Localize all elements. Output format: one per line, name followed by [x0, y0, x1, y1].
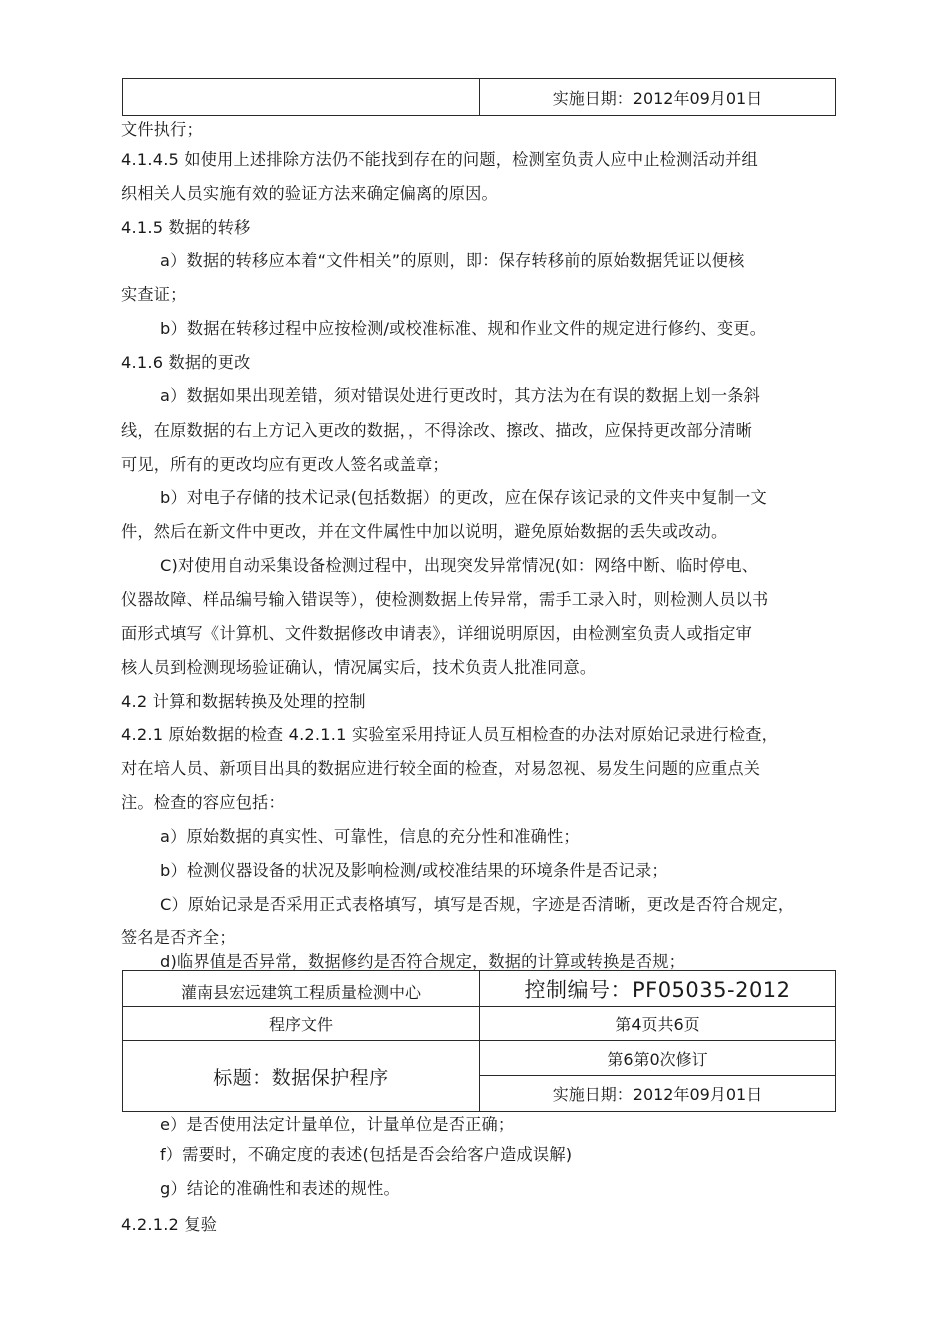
body-line: b）数据在转移过程中应按检测/或校准标准、规和作业文件的规定进行修约、变更。 [160, 319, 767, 338]
section-heading-4-1-4-5: 4.1.4.5 如使用上述排除方法仍不能找到存在的问题，检测室负责人应中止检测活动并组 [121, 150, 758, 169]
list-item-c: C）原始记录是否采用正式表格填写，填写是否规，字迹是否清晰，更改是否符合规定， [160, 895, 795, 914]
body-line: 面形式填写《计算机、文件数据修改申请表》，详细说明原因，由检测室负责人或指定审 [121, 624, 753, 643]
top-implementation-date: 实施日期：2012年09月01日 [480, 79, 836, 116]
document-title: 标题：数据保护程序 [123, 1041, 480, 1112]
section-heading-4-1-6: 4.1.6 数据的更改 [121, 353, 251, 372]
body-line: b）对电子存储的技术记录(包括数据）的更改，应在保存该记录的文件夹中复制一文 [160, 488, 767, 507]
page-info: 第4页共6页 [480, 1007, 836, 1041]
list-item-d: d)临界值是否异常，数据修约是否符合规定，数据的计算或转换是否规； [160, 952, 686, 971]
body-line: 核人员到检测现场验证确认，情况属实后，技术负责人批准同意。 [121, 658, 597, 677]
section-heading-4-1-5: 4.1.5 数据的转移 [121, 218, 251, 237]
organization-name: 灌南县宏远建筑工程质量检测中心 [123, 971, 480, 1007]
body-line: C)对使用自动采集设备检测过程中，出现突发异常情况(如：网络中断、临时停电、 [160, 556, 759, 575]
body-line: 可见，所有的更改均应有更改人签名或盖章； [121, 455, 449, 474]
body-line: 线，在原数据的右上方记入更改的数据，，不得涂改、擦改、描改，应保持更改部分清晰 [121, 421, 753, 440]
body-line: 对在培人员、新项目出具的数据应进行较全面的检查，对易忽视、易发生问题的应重点关 [121, 759, 761, 778]
body-line: 文件执行； [121, 120, 203, 139]
list-item-g: g）结论的准确性和表述的规性。 [160, 1179, 400, 1198]
list-item-a: a）原始数据的真实性、可靠性，信息的充分性和准确性； [160, 827, 580, 846]
top-header-table [122, 78, 836, 116]
list-item-f: f）需要时，不确定度的表述(包括是否会给客户造成误解) [160, 1145, 573, 1164]
revision-info: 第6第0次修订 [480, 1041, 836, 1075]
implementation-date: 实施日期：2012年09月01日 [480, 1075, 836, 1111]
body-line: 实查证； [121, 285, 187, 304]
section-heading-4-2-1: 4.2.1 原始数据的检查 4.2.1.1 实验室采用持证人员互相检查的办法对原始记录进行检查， [121, 725, 779, 744]
body-line: 织相关人员实施有效的验证方法来确定偏离的原因。 [121, 184, 498, 203]
list-item-b: b）检测仪器设备的状况及影响检测/或校准结果的环境条件是否记录； [160, 861, 668, 880]
body-line: a）数据如果出现差错，须对错误处进行更改时，其方法为在有误的数据上划一条斜 [160, 386, 761, 405]
control-number: 控制编号：PF05035-2012 [480, 971, 836, 1007]
list-item-e: e）是否使用法定计量单位，计量单位是否正确； [160, 1115, 515, 1134]
body-line: 仪器故障、样品编号输入错误等），使检测数据上传异常，需手工录入时，则检测人员以书 [121, 590, 769, 609]
body-line: 签名是否齐全； [121, 928, 236, 947]
document-type: 程序文件 [123, 1007, 480, 1041]
body-line: 件，然后在新文件中更改，并在文件属性中加以说明，避免原始数据的丢失或改动。 [121, 522, 728, 541]
section-heading-4-2-1-2: 4.2.1.2 复验 [121, 1215, 218, 1234]
section-heading-4-2: 4.2 计算和数据转换及处理的控制 [121, 692, 366, 711]
document-header-table [122, 970, 836, 1112]
body-line: 注。检查的容应包括： [121, 793, 285, 812]
body-line: a）数据的转移应本着“文件相关”的原则，即：保存转移前的原始数据凭证以便核 [160, 251, 745, 270]
top-header-empty-cell [123, 79, 480, 116]
